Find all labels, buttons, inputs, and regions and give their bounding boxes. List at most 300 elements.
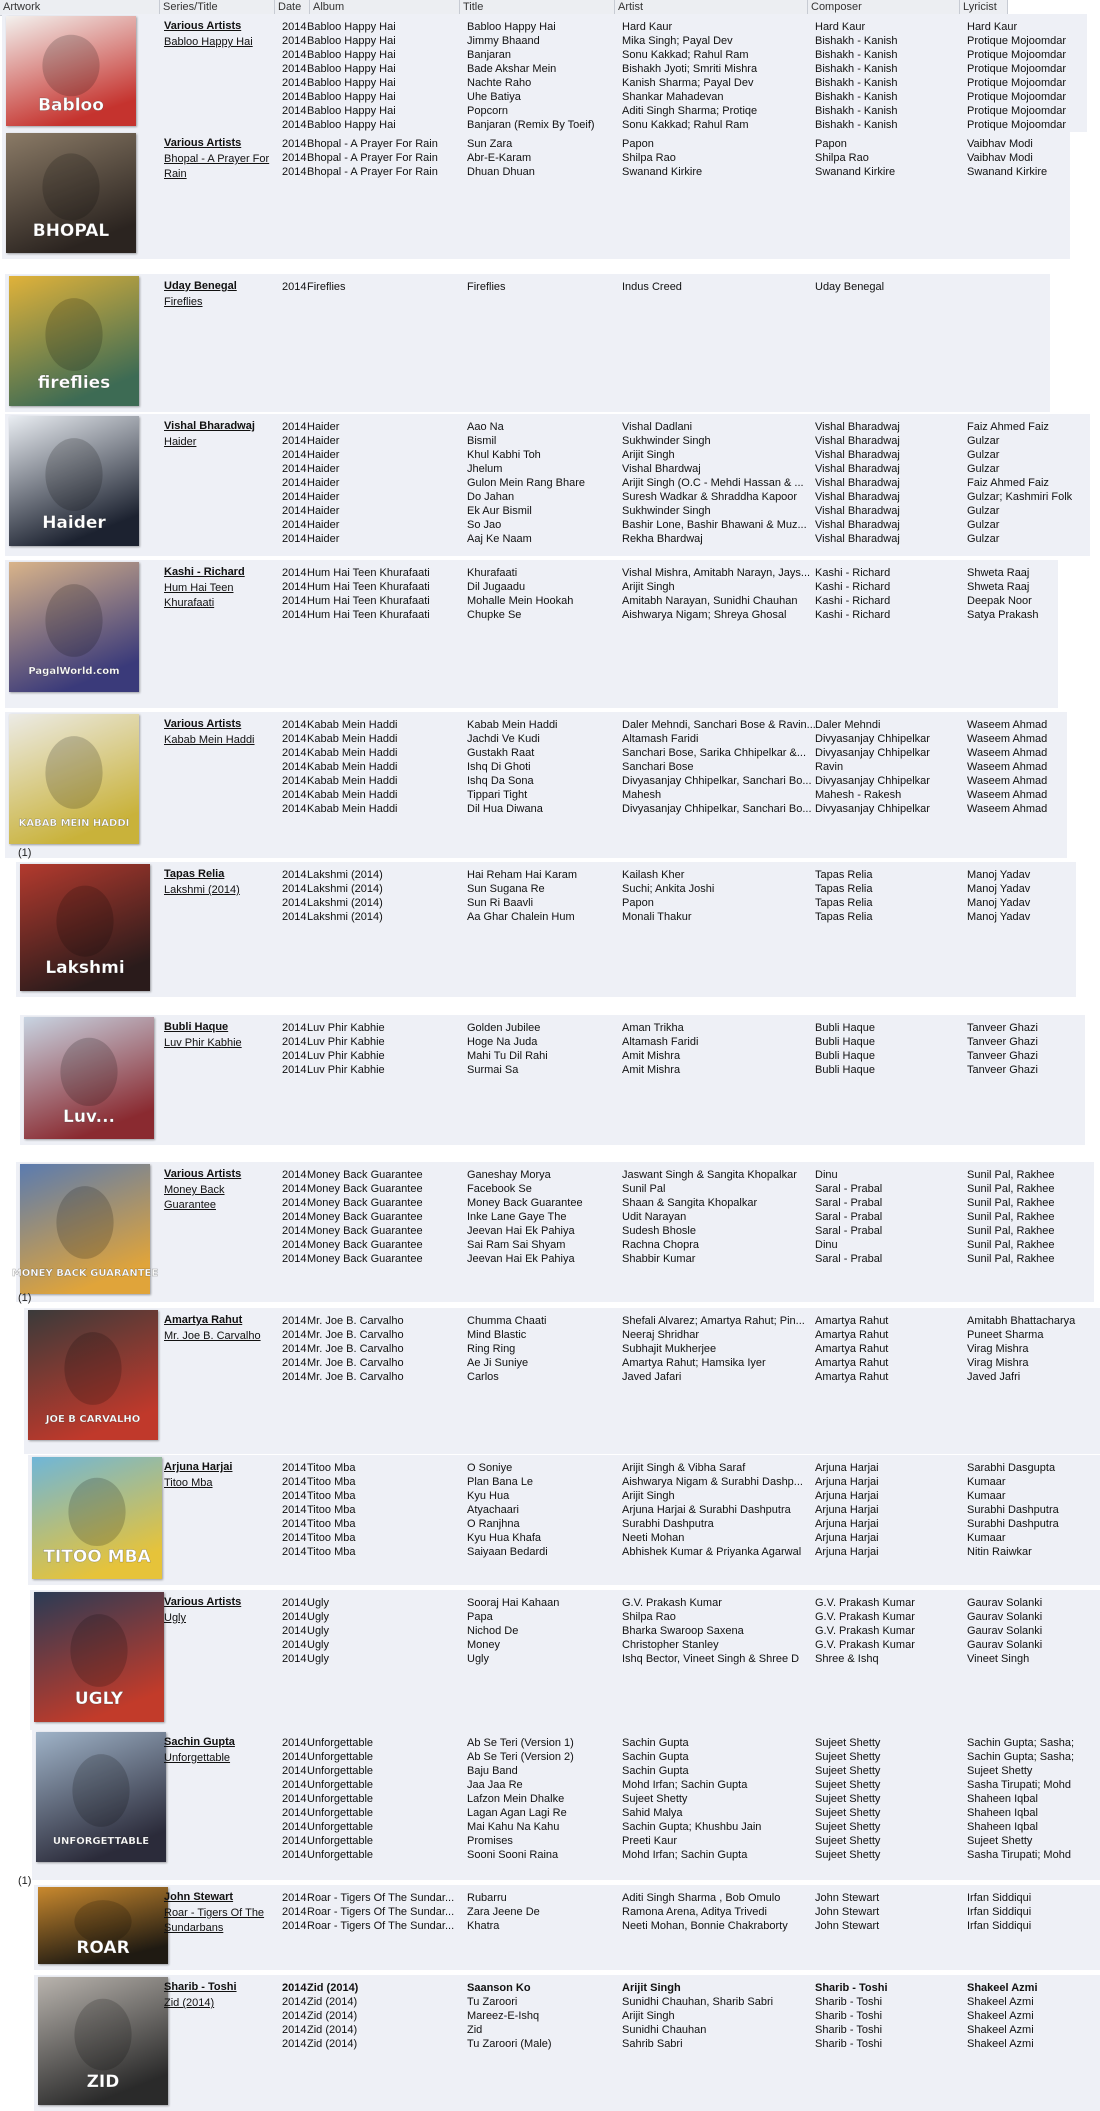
- track-lyricist: Waseem Ahmad: [967, 761, 1048, 773]
- track-artist: Arijit Singh: [622, 581, 675, 593]
- track-row[interactable]: [24, 1342, 1100, 1356]
- track-lyricist: Tanveer Ghazi: [967, 1036, 1038, 1048]
- track-row[interactable]: [16, 1168, 1094, 1182]
- track-row[interactable]: [32, 1736, 1100, 1750]
- track-row[interactable]: [16, 1210, 1094, 1224]
- track-composer: G.V. Prakash Kumar: [815, 1625, 915, 1637]
- track-composer: Amartya Rahut: [815, 1357, 889, 1369]
- track-date: 2014: [282, 2010, 307, 2022]
- track-title: Money: [467, 1639, 501, 1651]
- album-artist-link[interactable]: Various Artists: [164, 137, 242, 149]
- album-series-link[interactable]: Babloo Happy Hai: [164, 36, 253, 48]
- track-row[interactable]: [34, 1995, 1100, 2009]
- track-artist: Papon: [622, 138, 654, 150]
- track-date: 2014: [282, 897, 307, 909]
- track-artist: Javed Jafari: [622, 1371, 682, 1383]
- track-row[interactable]: [28, 1545, 1100, 1559]
- album-series-link[interactable]: Ugly: [164, 1612, 187, 1624]
- group-fold-label[interactable]: (1): [18, 1292, 32, 1304]
- track-row[interactable]: [30, 1596, 1100, 1610]
- track-row[interactable]: [5, 448, 1090, 462]
- track-album: Lakshmi (2014): [307, 897, 383, 909]
- group-fold-label[interactable]: (1): [18, 1875, 32, 1887]
- track-row[interactable]: [32, 1820, 1100, 1834]
- column-header-album[interactable]: Album: [310, 0, 460, 15]
- track-composer: Amartya Rahut: [815, 1371, 889, 1383]
- track-date: 2014: [282, 138, 307, 150]
- track-album: Mr. Joe B. Carvalho: [307, 1329, 404, 1341]
- track-composer: Mahesh - Rakesh: [815, 789, 902, 801]
- track-title: Fireflies: [467, 281, 506, 293]
- track-row[interactable]: [5, 580, 1058, 594]
- track-lyricist: Shweta Raaj: [967, 567, 1030, 579]
- track-title: Khul Kabhi Toh: [467, 449, 541, 461]
- album-series-link[interactable]: Lakshmi (2014): [164, 884, 240, 896]
- track-date: 2014: [282, 1546, 307, 1558]
- track-row[interactable]: [2, 62, 1087, 76]
- track-row[interactable]: [30, 1652, 1100, 1666]
- track-row[interactable]: [5, 490, 1090, 504]
- track-lyricist: Kumaar: [967, 1490, 1006, 1502]
- album-group[interactable]: [2, 14, 1087, 132]
- track-composer: G.V. Prakash Kumar: [815, 1639, 915, 1651]
- track-row[interactable]: [16, 910, 1076, 924]
- track-artist: Aman Trikha: [622, 1022, 684, 1034]
- track-date: 2014: [282, 1793, 307, 1805]
- track-lyricist: Waseem Ahmad: [967, 719, 1048, 731]
- track-album: Zid (2014): [307, 2024, 358, 2036]
- track-date: 2014: [282, 567, 307, 579]
- track-row[interactable]: [5, 732, 1067, 746]
- track-row[interactable]: [5, 280, 1050, 294]
- track-row[interactable]: [5, 608, 1058, 622]
- track-row[interactable]: [16, 868, 1076, 882]
- album-artist-link[interactable]: Various Artists: [164, 718, 242, 730]
- track-lyricist: Shaheen Iqbal: [967, 1793, 1038, 1805]
- track-album: Luv Phir Kabhie: [307, 1036, 385, 1048]
- track-title: Khatra: [467, 1920, 500, 1932]
- track-row[interactable]: [20, 1049, 1085, 1063]
- track-row[interactable]: [2, 48, 1087, 62]
- track-album: Haider: [307, 435, 340, 447]
- track-artist: Neeraj Shridhar: [622, 1329, 700, 1341]
- cover-title-text: UNFORGETTABLE: [52, 1835, 150, 1847]
- track-artist: Sanchari Bose, Sarika Chhipelkar &...: [622, 747, 807, 759]
- track-composer: Divyasanjay Chhipelkar: [815, 803, 930, 815]
- cover-title-text: Luv...: [62, 1106, 116, 1127]
- track-title: Golden Jubilee: [467, 1022, 541, 1034]
- track-row[interactable]: [34, 2037, 1100, 2051]
- group-fold-label[interactable]: (1): [18, 847, 32, 859]
- track-artist: Sanchari Bose: [622, 761, 694, 773]
- track-row[interactable]: [5, 774, 1067, 788]
- track-row[interactable]: [2, 118, 1087, 132]
- track-date: 2014: [282, 1892, 307, 1904]
- track-date: 2014: [282, 119, 307, 131]
- track-composer: Sujeet Shetty: [815, 1737, 881, 1749]
- album-group[interactable]: [16, 862, 1076, 997]
- track-title: Banjaran: [467, 49, 512, 61]
- track-row[interactable]: [20, 1063, 1085, 1077]
- track-date: 2014: [282, 1532, 307, 1544]
- column-header-lyricist[interactable]: Lyricist: [960, 0, 1008, 15]
- track-artist: Shabbir Kumar: [622, 1253, 696, 1265]
- track-album: Haider: [307, 533, 340, 545]
- track-composer: Bishakh - Kanish: [815, 105, 898, 117]
- album-group[interactable]: [5, 274, 1050, 412]
- album-artist-link[interactable]: Arjuna Harjai: [164, 1461, 233, 1473]
- track-row[interactable]: [2, 104, 1087, 118]
- track-date: 2014: [282, 435, 307, 447]
- track-album: Unforgettable: [307, 1807, 374, 1819]
- album-artist-link[interactable]: Various Artists: [164, 20, 242, 32]
- track-composer: Arjuna Harjai: [815, 1504, 879, 1516]
- track-album: Roar - Tigers Of The Sundar...: [307, 1892, 455, 1904]
- track-lyricist: Sarabhi Dasgupta: [967, 1462, 1056, 1474]
- track-artist: Arijit Singh: [622, 2010, 675, 2022]
- album-artist-link[interactable]: Uday Benegal: [164, 280, 237, 292]
- album-artist-link[interactable]: Various Artists: [164, 1168, 242, 1180]
- album-artist-link[interactable]: Various Artists: [164, 1596, 242, 1608]
- album-artwork[interactable]: [9, 276, 139, 406]
- track-album: Fireflies: [307, 281, 346, 293]
- track-lyricist: Satya Prakash: [967, 609, 1039, 621]
- track-title: Ganeshay Morya: [467, 1169, 551, 1181]
- album-series-link[interactable]: Titoo Mba: [164, 1477, 213, 1489]
- track-row[interactable]: [2, 165, 1070, 179]
- album-group[interactable]: [20, 1015, 1085, 1145]
- track-row[interactable]: [2, 137, 1070, 151]
- track-lyricist: Gulzar: [967, 519, 1000, 531]
- track-row[interactable]: [20, 1021, 1085, 1035]
- album-series-link[interactable]: Zid (2014): [164, 1997, 215, 2009]
- track-date: 2014: [282, 491, 307, 503]
- album-series-link[interactable]: Bhopal - A Prayer For Rain: [164, 153, 270, 180]
- track-album: Hum Hai Teen Khurafaati: [307, 581, 430, 593]
- column-header-artist[interactable]: Artist: [615, 0, 808, 15]
- album-group[interactable]: [5, 712, 1067, 858]
- track-composer: Sharib - Toshi: [815, 2010, 883, 2022]
- track-row[interactable]: [24, 1314, 1100, 1328]
- track-album: Babloo Happy Hai: [307, 105, 396, 117]
- track-composer: Bubli Haque: [815, 1036, 875, 1048]
- track-artist: Bishakh Jyoti; Smriti Mishra: [622, 63, 758, 75]
- track-album: Haider: [307, 449, 340, 461]
- track-composer: Arjuna Harjai: [815, 1490, 879, 1502]
- track-row[interactable]: [28, 1503, 1100, 1517]
- track-album: Unforgettable: [307, 1765, 374, 1777]
- column-header-composer[interactable]: Composer: [808, 0, 960, 15]
- track-album: Titoo Mba: [307, 1490, 356, 1502]
- track-lyricist: Shakeel Azmi: [967, 2024, 1034, 2036]
- track-album: Unforgettable: [307, 1793, 374, 1805]
- track-row[interactable]: [2, 90, 1087, 104]
- album-artist-link[interactable]: Bubli Haque: [164, 1021, 229, 1033]
- track-row[interactable]: [32, 1764, 1100, 1778]
- track-row[interactable]: [5, 462, 1090, 476]
- cover-title-text: Lakshmi: [45, 958, 125, 979]
- album-series-link[interactable]: Roar - Tigers Of The Sundarbans: [164, 1907, 265, 1934]
- track-row[interactable]: [28, 1517, 1100, 1531]
- track-lyricist: Tanveer Ghazi: [967, 1050, 1038, 1062]
- track-artist: Abhishek Kumar & Priyanka Agarwal: [622, 1546, 802, 1558]
- album-series-link[interactable]: Luv Phir Kabhie: [164, 1037, 242, 1049]
- track-title: Mahi Tu Dil Rahi: [467, 1050, 548, 1062]
- track-title: Saiyaan Bedardi: [467, 1546, 548, 1558]
- track-date: 2014: [282, 63, 307, 75]
- track-row[interactable]: [5, 532, 1090, 546]
- track-composer: Divyasanjay Chhipelkar: [815, 775, 930, 787]
- track-lyricist: Sasha Tirupati; Mohd: [967, 1779, 1071, 1791]
- track-lyricist: Gaurav Solanki: [967, 1611, 1043, 1623]
- track-artist: Sukhwinder Singh: [622, 435, 711, 447]
- track-lyricist: Sunil Pal, Rakhee: [967, 1197, 1055, 1209]
- track-artist: Rachna Chopra: [622, 1239, 700, 1251]
- album-group[interactable]: [24, 1308, 1100, 1454]
- album-series-link[interactable]: Mr. Joe B. Carvalho: [164, 1330, 261, 1342]
- track-date: 2014: [282, 1462, 307, 1474]
- track-row[interactable]: [16, 1182, 1094, 1196]
- track-row[interactable]: [28, 1531, 1100, 1545]
- track-row[interactable]: [2, 20, 1087, 34]
- album-artist-link[interactable]: Sachin Gupta: [164, 1736, 235, 1748]
- track-row[interactable]: [28, 1475, 1100, 1489]
- track-row[interactable]: [5, 788, 1067, 802]
- track-row[interactable]: [34, 1891, 1100, 1905]
- track-artist: Sahrib Sabri: [622, 2038, 683, 2050]
- track-date: 2014: [282, 581, 307, 593]
- track-artist: Preeti Kaur: [622, 1835, 678, 1847]
- track-date: 2014: [282, 35, 307, 47]
- album-series-link[interactable]: Haider: [164, 436, 197, 448]
- track-row[interactable]: [16, 1238, 1094, 1252]
- album-series-link[interactable]: Money Back Guarantee: [164, 1184, 225, 1211]
- track-date: 2014: [282, 1751, 307, 1763]
- track-row[interactable]: [32, 1792, 1100, 1806]
- track-lyricist: Sujeet Shetty: [967, 1765, 1033, 1777]
- track-date: 2014: [282, 505, 307, 517]
- track-artist: Amartya Rahut; Hamsika Iyer: [622, 1357, 766, 1369]
- album-group[interactable]: [34, 1885, 1100, 1970]
- album-group[interactable]: [11, 1162, 1094, 1302]
- track-artist: Jaswant Singh & Sangita Khopalkar: [622, 1169, 797, 1181]
- cover-title-text: PagalWorld.com: [28, 665, 120, 677]
- track-row[interactable]: [32, 1848, 1100, 1862]
- track-artist: Arijit Singh: [622, 1490, 675, 1502]
- track-row[interactable]: [34, 1981, 1100, 1995]
- track-lyricist: Shweta Raaj: [967, 581, 1030, 593]
- track-composer: Swanand Kirkire: [815, 166, 896, 178]
- track-composer: Amartya Rahut: [815, 1343, 889, 1355]
- track-row[interactable]: [30, 1638, 1100, 1652]
- column-header-title[interactable]: Title: [460, 0, 615, 15]
- track-row[interactable]: [32, 1750, 1100, 1764]
- track-date: 2014: [282, 1835, 307, 1847]
- track-date: 2014: [282, 477, 307, 489]
- album-series-link[interactable]: Unforgettable: [164, 1752, 231, 1764]
- track-album: Haider: [307, 505, 340, 517]
- track-row[interactable]: [16, 1224, 1094, 1238]
- cover-title-text: fireflies: [37, 372, 111, 393]
- track-album: Money Back Guarantee: [307, 1169, 423, 1181]
- album-group[interactable]: [30, 1590, 1100, 1730]
- album-group[interactable]: [32, 1730, 1100, 1880]
- track-date: 2014: [282, 1765, 307, 1777]
- track-title: Surmai Sa: [467, 1064, 519, 1076]
- track-row[interactable]: [24, 1328, 1100, 1342]
- track-lyricist: Irfan Siddiqui: [967, 1906, 1032, 1918]
- track-date: 2014: [282, 1239, 307, 1251]
- track-row[interactable]: [30, 1624, 1100, 1638]
- track-composer: Saral - Prabal: [815, 1225, 883, 1237]
- track-album: Lakshmi (2014): [307, 911, 383, 923]
- track-row[interactable]: [16, 896, 1076, 910]
- track-album: Mr. Joe B. Carvalho: [307, 1371, 404, 1383]
- track-row[interactable]: [30, 1610, 1100, 1624]
- track-title: Sai Ram Sai Shyam: [467, 1239, 566, 1251]
- track-row[interactable]: [34, 2023, 1100, 2037]
- track-date: 2014: [282, 519, 307, 531]
- track-row[interactable]: [32, 1806, 1100, 1820]
- track-album: Mr. Joe B. Carvalho: [307, 1343, 404, 1355]
- track-title: Baju Band: [467, 1765, 518, 1777]
- track-lyricist: Puneet Sharma: [967, 1329, 1044, 1341]
- track-date: 2014: [282, 761, 307, 773]
- track-title: O Ranjhna: [467, 1518, 520, 1530]
- track-row[interactable]: [16, 1196, 1094, 1210]
- album-artist-link[interactable]: Vishal Bharadwaj: [164, 420, 255, 432]
- track-date: 2014: [282, 49, 307, 61]
- track-title: Kabab Mein Haddi: [467, 719, 558, 731]
- album-group[interactable]: [5, 560, 1058, 708]
- track-row[interactable]: [34, 2009, 1100, 2023]
- track-composer: Vishal Bharadwaj: [815, 533, 900, 545]
- track-lyricist: Kumaar: [967, 1476, 1006, 1488]
- track-album: Money Back Guarantee: [307, 1239, 423, 1251]
- column-header-series-title[interactable]: Series/Title: [160, 0, 275, 15]
- track-row[interactable]: [5, 476, 1090, 490]
- track-row[interactable]: [24, 1370, 1100, 1384]
- track-row[interactable]: [5, 760, 1067, 774]
- track-composer: Kashi - Richard: [815, 609, 891, 621]
- album-artist-link[interactable]: Sharib - Toshi: [164, 1981, 237, 1993]
- track-composer: Dinu: [815, 1169, 838, 1181]
- album-series-link[interactable]: Fireflies: [164, 296, 203, 308]
- track-row[interactable]: [5, 718, 1067, 732]
- track-lyricist: Virag Mishra: [967, 1357, 1029, 1369]
- track-row[interactable]: [16, 882, 1076, 896]
- track-date: 2014: [282, 1996, 307, 2008]
- track-title: Sun Zara: [467, 138, 513, 150]
- track-composer: Sharib - Toshi: [815, 1996, 883, 2008]
- track-composer: Uday Benegal: [815, 281, 885, 293]
- track-composer: Bishakh - Kanish: [815, 63, 898, 75]
- track-row[interactable]: [5, 594, 1058, 608]
- track-date: 2014: [282, 21, 307, 33]
- track-row[interactable]: [28, 1489, 1100, 1503]
- track-album: Kabab Mein Haddi: [307, 775, 398, 787]
- track-row[interactable]: [34, 1919, 1100, 1933]
- track-row[interactable]: [5, 746, 1067, 760]
- track-artist: Sujeet Shetty: [622, 1793, 688, 1805]
- track-date: 2014: [282, 595, 307, 607]
- album-series-link[interactable]: Kabab Mein Haddi: [164, 734, 255, 746]
- track-lyricist: Swanand Kirkire: [967, 166, 1048, 178]
- track-album: Haider: [307, 463, 340, 475]
- track-row[interactable]: [34, 1905, 1100, 1919]
- track-composer: Sharib - Toshi: [815, 1982, 888, 1994]
- album-group[interactable]: [34, 1975, 1100, 2111]
- track-row[interactable]: [32, 1834, 1100, 1848]
- track-album: Unforgettable: [307, 1779, 374, 1791]
- track-composer: Vishal Bharadwaj: [815, 505, 900, 517]
- album-series-link[interactable]: Hum Hai Teen Khurafaati: [164, 582, 234, 609]
- album-artist-link[interactable]: Kashi - Richard: [164, 566, 245, 578]
- track-composer: John Stewart: [815, 1892, 880, 1904]
- track-row[interactable]: [5, 566, 1058, 580]
- track-row[interactable]: [28, 1461, 1100, 1475]
- track-date: 2014: [282, 869, 307, 881]
- track-row[interactable]: [5, 434, 1090, 448]
- track-date: 2014: [282, 1807, 307, 1819]
- track-date: 2014: [282, 1920, 307, 1932]
- track-lyricist: Sunil Pal, Rakhee: [967, 1183, 1055, 1195]
- column-header-artwork[interactable]: Artwork: [0, 0, 160, 15]
- album-artist-link[interactable]: Amartya Rahut: [164, 1314, 243, 1326]
- track-artist: Shefali Alvarez; Amartya Rahut; Pin...: [622, 1315, 805, 1327]
- track-row[interactable]: [32, 1778, 1100, 1792]
- track-lyricist: Vaibhav Modi: [967, 138, 1033, 150]
- track-album: Babloo Happy Hai: [307, 49, 396, 61]
- track-lyricist: Gulzar: [967, 435, 1000, 447]
- track-row[interactable]: [20, 1035, 1085, 1049]
- track-date: 2014: [282, 1504, 307, 1516]
- track-title: Sooni Sooni Raina: [467, 1849, 559, 1861]
- track-title: O Soniye: [467, 1462, 513, 1474]
- track-composer: Vishal Bharadwaj: [815, 463, 900, 475]
- track-date: 2014: [282, 1022, 307, 1034]
- album-artist-link[interactable]: Tapas Relia: [164, 868, 225, 880]
- track-title: Ae Ji Suniye: [467, 1357, 529, 1369]
- track-row[interactable]: [5, 504, 1090, 518]
- track-lyricist: Protique Mojoomdar: [967, 119, 1067, 131]
- track-row[interactable]: [5, 518, 1090, 532]
- album-artist-link[interactable]: John Stewart: [164, 1891, 234, 1903]
- track-date: 2014: [282, 1625, 307, 1637]
- track-date: 2014: [282, 911, 307, 923]
- album-group[interactable]: [2, 131, 1070, 259]
- track-composer: Tapas Relia: [815, 883, 873, 895]
- track-artist: Aditi Singh Sharma; Protiqe: [622, 105, 758, 117]
- track-row[interactable]: [2, 151, 1070, 165]
- album-group[interactable]: [5, 414, 1090, 556]
- track-row[interactable]: [5, 420, 1090, 434]
- column-header-date[interactable]: Date: [275, 0, 310, 15]
- track-date: 2014: [282, 1253, 307, 1265]
- track-date: 2014: [282, 733, 307, 745]
- track-row[interactable]: [16, 1252, 1094, 1266]
- track-lyricist: Javed Jafri: [967, 1371, 1021, 1383]
- track-row[interactable]: [5, 802, 1067, 816]
- track-row[interactable]: [2, 34, 1087, 48]
- album-group[interactable]: [28, 1455, 1100, 1585]
- track-title: Aaj Ke Naam: [467, 533, 532, 545]
- track-artist: Divyasanjay Chhipelkar, Sanchari Bo...: [622, 803, 812, 815]
- track-artist: Aishwarya Nigam; Shreya Ghosal: [622, 609, 787, 621]
- track-row[interactable]: [2, 76, 1087, 90]
- track-date: 2014: [282, 77, 307, 89]
- track-row[interactable]: [24, 1356, 1100, 1370]
